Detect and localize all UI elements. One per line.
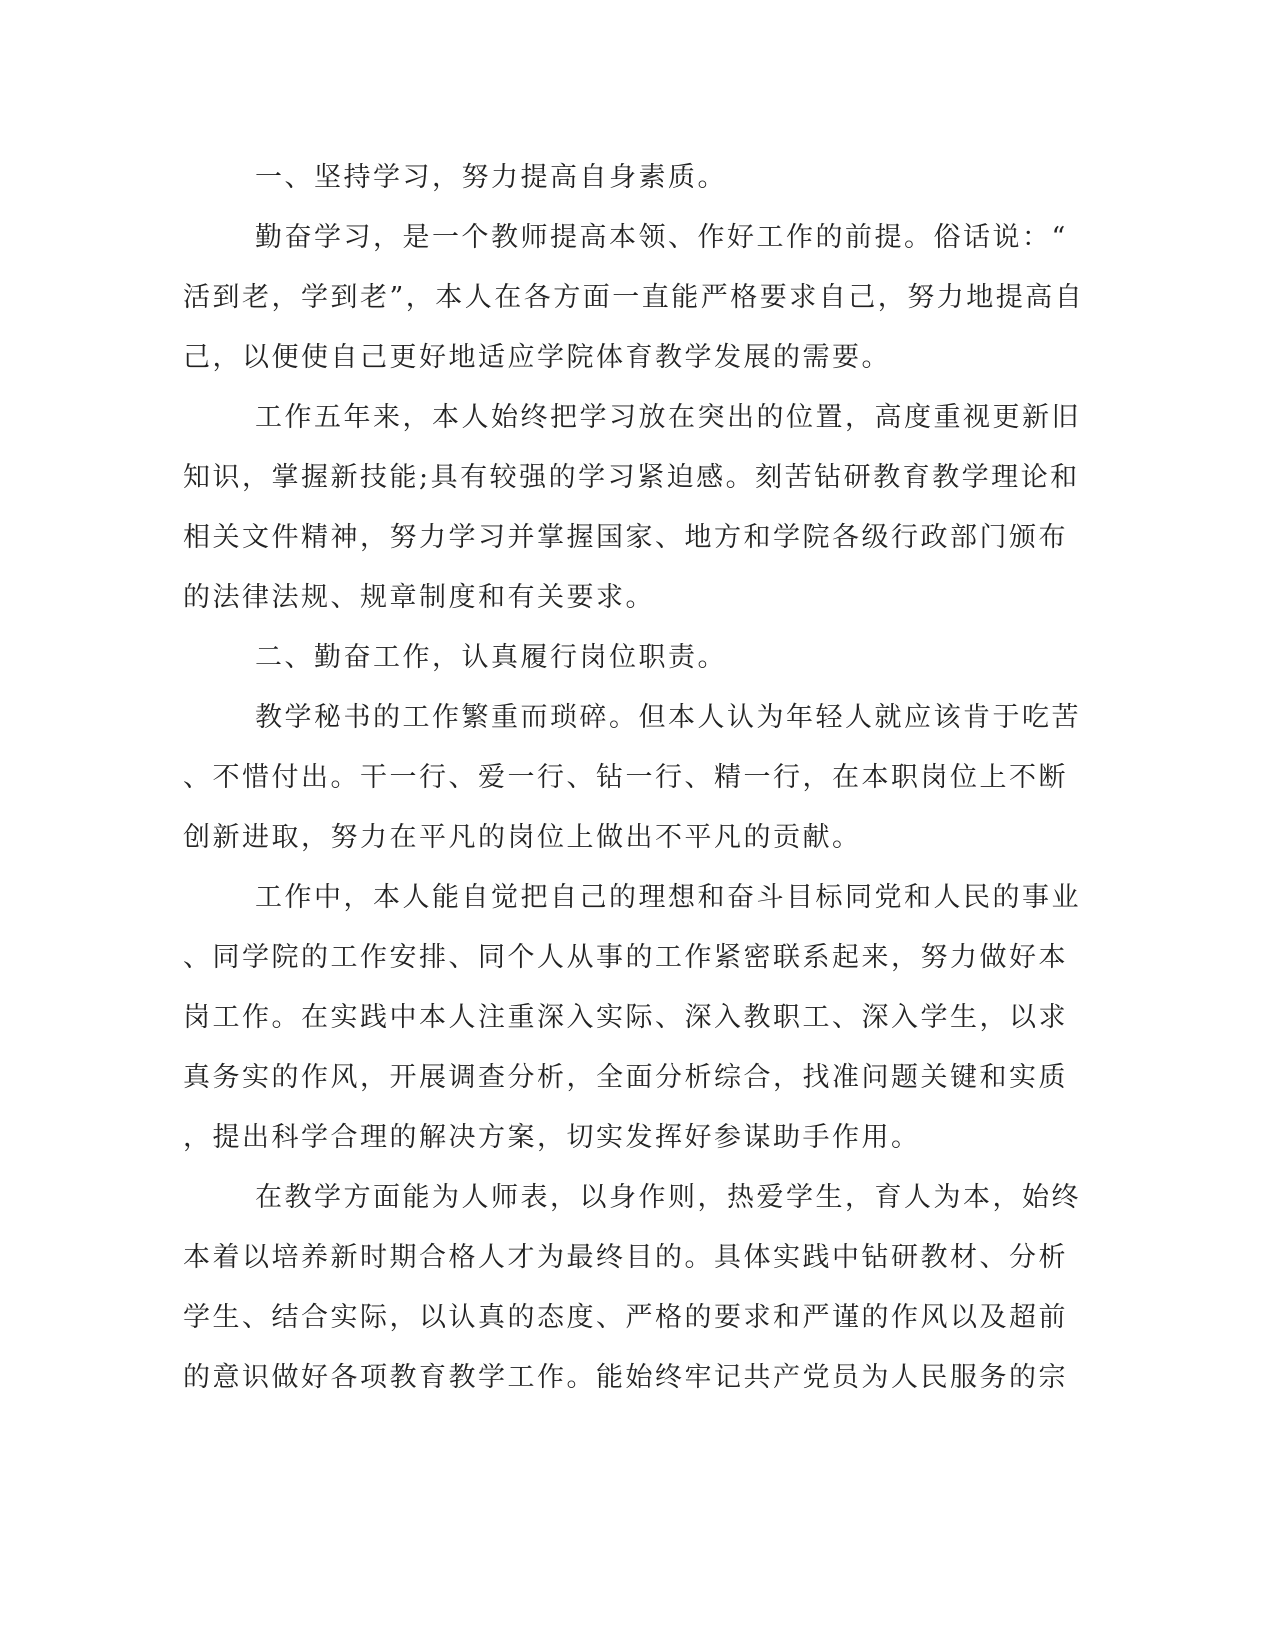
text-line: 工作中，本人能自觉把自己的理想和奋斗目标同党和人民的事业 <box>255 882 1081 913</box>
text-line: 、同学院的工作安排、同个人从事的工作紧密联系起来，努力做好本 <box>183 942 1068 973</box>
text-line: 本着以培养新时期合格人才为最终目的。具体实践中钻研教材、分析 <box>183 1242 1068 1273</box>
text-line: 岗工作。在实践中本人注重深入实际、深入教职工、深入学生，以求 <box>183 1002 1068 1033</box>
text-line: 、不惜付出。干一行、爱一行、钻一行、精一行，在本职岗位上不断 <box>183 762 1068 793</box>
text-line: 活到老，学到老”，本人在各方面一直能严格要求自己，努力地提高自 <box>183 282 1085 313</box>
text-line: 知识，掌握新技能;具有较强的学习紧迫感。刻苦钻研教育教学理论和 <box>183 462 1080 493</box>
text-line: 真务实的作风，开展调查分析，全面分析综合，找准问题关键和实质 <box>183 1062 1068 1093</box>
text-line: 创新进取，努力在平凡的岗位上做出不平凡的贡献。 <box>183 822 862 853</box>
text-line: 的意识做好各项教育教学工作。能始终牢记共产党员为人民服务的宗 <box>183 1362 1068 1393</box>
text-line: 二、勤奋工作，认真履行岗位职责。 <box>255 642 727 673</box>
text-line: ，提出科学合理的解决方案，切实发挥好参谋助手作用。 <box>183 1122 921 1153</box>
text-line: 相关文件精神，努力学习并掌握国家、地方和学院各级行政部门颁布 <box>183 522 1068 553</box>
text-line: 学生、结合实际，以认真的态度、严格的要求和严谨的作风以及超前 <box>183 1302 1068 1333</box>
text-line: 的法律法规、规章制度和有关要求。 <box>183 582 655 613</box>
text-line: 勤奋学习，是一个教师提高本领、作好工作的前提。俗话说：“ <box>255 222 1068 253</box>
text-line: 教学秘书的工作繁重而琐碎。但本人认为年轻人就应该肯于吃苦 <box>255 702 1081 733</box>
text-line: 在教学方面能为人师表，以身作则，热爱学生，育人为本，始终 <box>255 1182 1081 1213</box>
text-line: 己，以便使自己更好地适应学院体育教学发展的需要。 <box>183 342 891 373</box>
text-line: 工作五年来，本人始终把学习放在突出的位置，高度重视更新旧 <box>255 402 1081 433</box>
document-body <box>183 148 1085 1408</box>
text-line: 一、坚持学习，努力提高自身素质。 <box>255 162 727 193</box>
